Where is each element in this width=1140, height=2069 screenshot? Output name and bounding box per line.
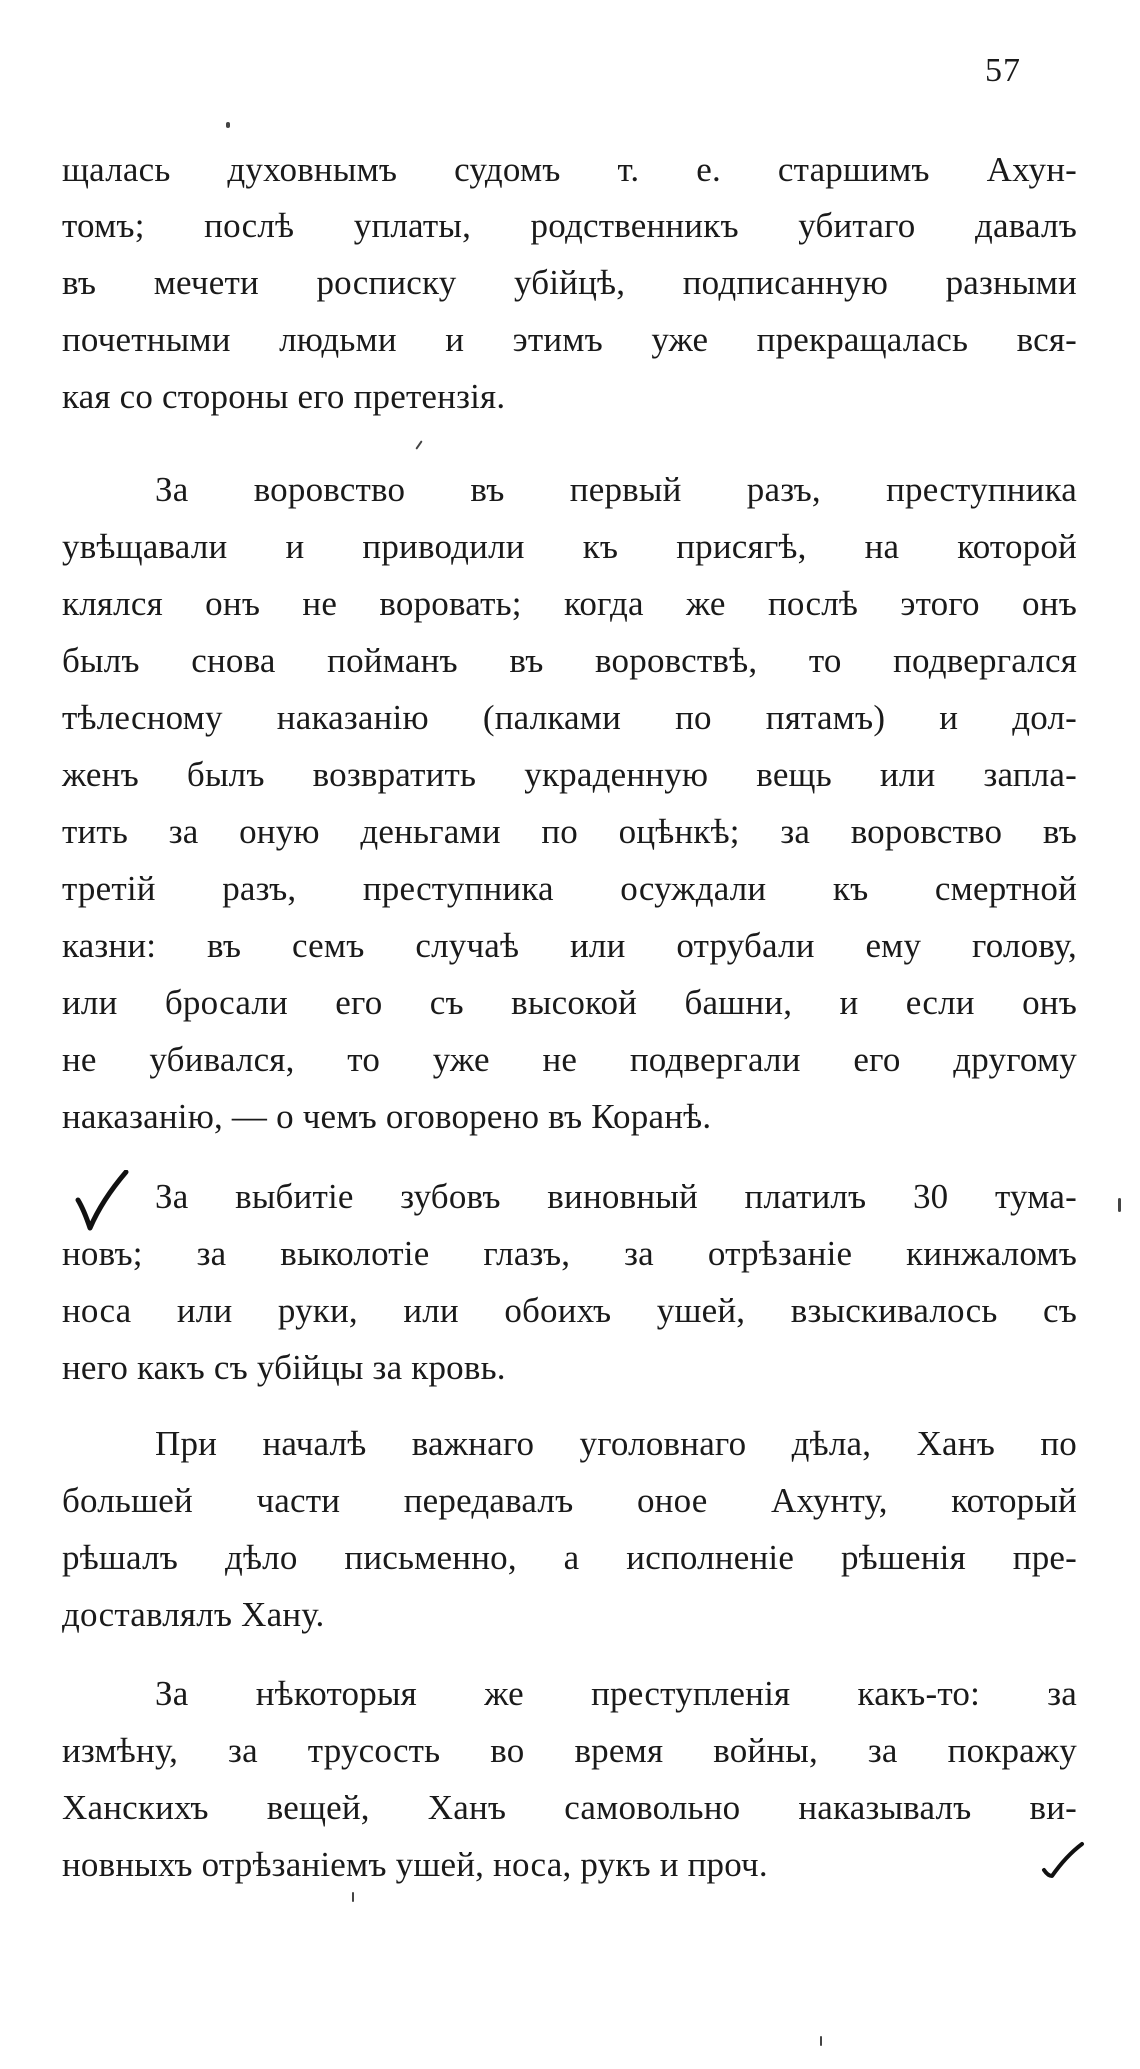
text-line: тить за оную деньгами по оцѣнкѣ; за воровство въ [62, 812, 1077, 851]
text-line: большей части передавалъ оное Ахунту, который [62, 1481, 1077, 1520]
text-line: рѣшалъ дѣло письменно, а исполненіе рѣшенія пре- [62, 1538, 1077, 1577]
text-line: казни: въ семъ случаѣ или отрубали ему голову, [62, 926, 1077, 965]
text-line: измѣну, за трусость во время войны, за покражу [62, 1731, 1077, 1770]
text-line: доставлялъ Хану. [62, 1595, 325, 1634]
text-line: женъ былъ возвратить украденную вещь или запла- [62, 755, 1077, 794]
text-line: него какъ съ убійцы за кровь. [62, 1348, 506, 1387]
text-line: или бросали его съ высокой башни, и если онъ [62, 983, 1077, 1022]
text-line: новныхъ отрѣзаніемъ ушей, носа, рукъ и проч. [62, 1845, 768, 1884]
text-line: томъ; послѣ уплаты, родственникъ убитаго давалъ [62, 206, 1077, 245]
text-line: клялся онъ не воровать; когда же послѣ этого онъ [62, 584, 1077, 623]
scan-speck [820, 2036, 822, 2046]
text-line: Ханскихъ вещей, Ханъ самовольно наказывалъ ви- [62, 1788, 1077, 1827]
text-line: почетными людьми и этимъ уже прекращалась вся- [62, 320, 1077, 359]
scan-speck [1118, 1198, 1121, 1212]
text-line: За воровство въ первый разъ, преступника [155, 470, 1077, 509]
text-line: не убивался, то уже не подвергали его другому [62, 1040, 1077, 1079]
text-line: въ мечети росписку убійцѣ, подписанную разными [62, 263, 1077, 302]
text-line: наказанію, — о чемъ оговорено въ Коранѣ. [62, 1097, 712, 1136]
text-line: За нѣкоторыя же преступленія какъ-то: за [155, 1674, 1077, 1713]
pencil-check-mark [1040, 1840, 1086, 1880]
scan-speck [352, 1892, 354, 1902]
text-line: третій разъ, преступника осуждали къ смертной [62, 869, 1077, 908]
scan-speck [226, 122, 230, 128]
text-line: щалась духовнымъ судомъ т. е. старшимъ Ахун- [62, 150, 1077, 189]
text-line: кая со стороны его претензія. [62, 377, 506, 416]
text-line: За выбитіе зубовъ виновный платилъ 30 тума- [155, 1177, 1077, 1216]
text-line: увѣщавали и приводили къ присягѣ, на которой [62, 527, 1077, 566]
page-number: 57 [985, 52, 1021, 89]
text-line: При началѣ важнаго уголовнаго дѣла, Ханъ по [155, 1424, 1077, 1463]
scan-speck [415, 440, 422, 449]
text-line: носа или руки, или обоихъ ушей, взыскивалось съ [62, 1291, 1077, 1330]
text-line: былъ снова пойманъ въ воровствѣ, то подвергался [62, 641, 1077, 680]
text-line: тѣлесному наказанію (палками по пятамъ) и дол- [62, 698, 1077, 737]
text-line: новъ; за выколотіе глазъ, за отрѣзаніе кинжаломъ [62, 1234, 1077, 1273]
pencil-check-mark [74, 1170, 130, 1232]
